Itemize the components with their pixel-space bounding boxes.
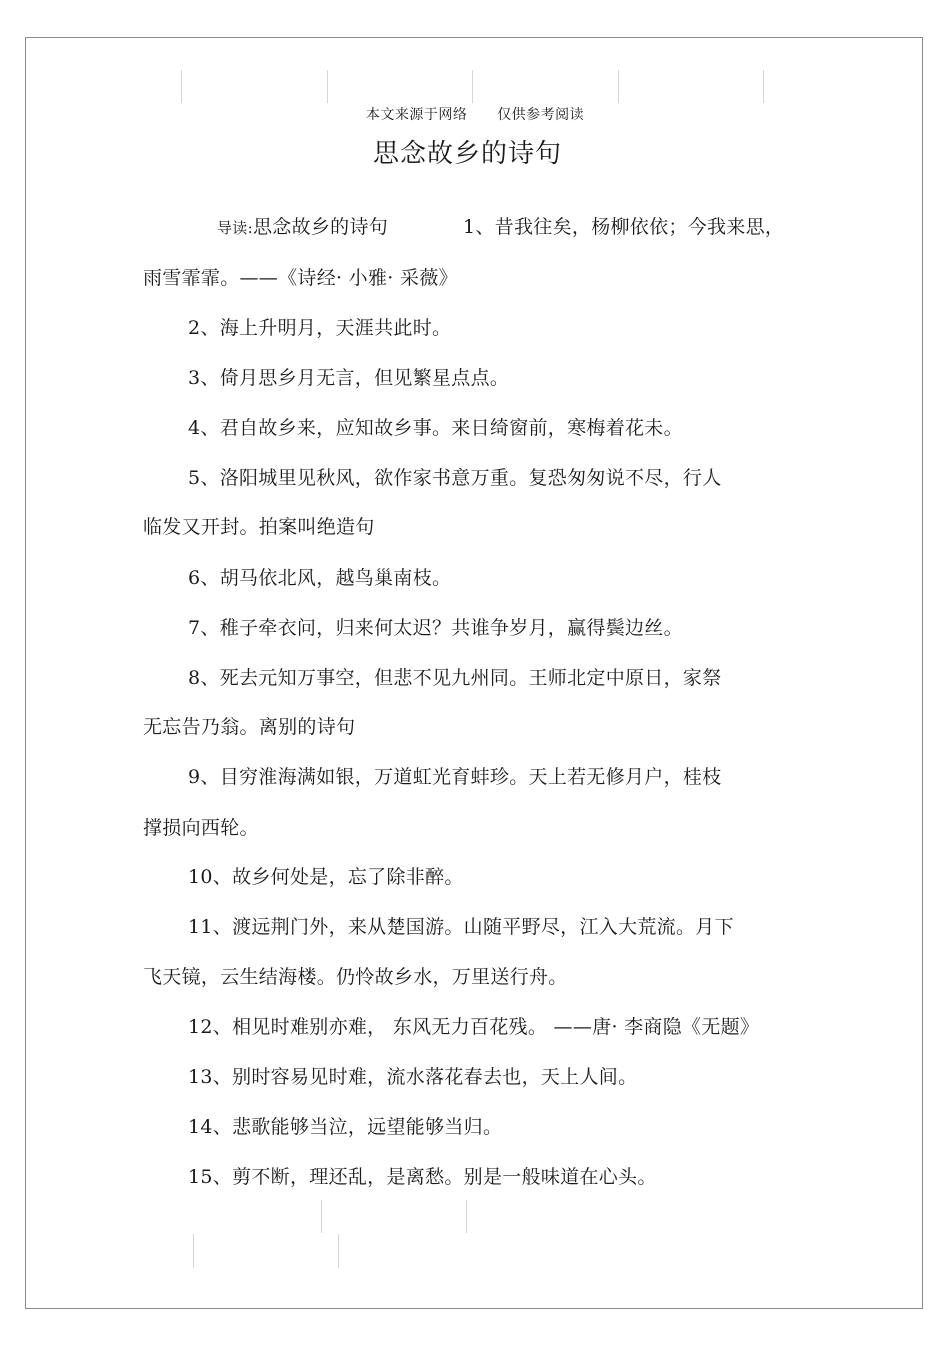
- guide-line: [763, 70, 764, 103]
- page-title: 思念故乡的诗句: [372, 139, 562, 169]
- lead-text: 思念故乡的诗句: [252, 216, 389, 238]
- poem-line: 1、昔我往矣，杨柳依依；今我来思，: [463, 216, 785, 238]
- poem-line: 无忘告乃翁。离别的诗句: [143, 716, 356, 738]
- poem-line: 3、倚月思乡月无言，但见繁星点点。: [188, 367, 510, 389]
- poem-line: 10、故乡何处是，忘了除非醉。: [188, 866, 464, 888]
- poem-line: 5、洛阳城里见秋风，欲作家书意万重。复恐匆匆说不尽，行人: [188, 467, 722, 489]
- poem-line: 9、目穷淮海满如银，万道虹光育蚌珍。天上若无修月户，桂枝: [188, 766, 722, 788]
- poem-line: 撑损向西轮。: [143, 817, 259, 839]
- poem-line: 8、死去元知万事空，但悲不见九州同。王师北定中原日，家祭: [188, 667, 722, 689]
- guide-line: [327, 70, 328, 103]
- guide-line: [181, 70, 182, 103]
- source-note: 本文来源于网络 仅供参考阅读: [365, 107, 585, 123]
- poem-line: 4、君自故乡来，应知故乡事。来日绮窗前，寒梅着花未。: [188, 417, 683, 439]
- poem-line: 12、相见时难别亦难， 东风无力百花残。 ——唐· 李商隐《无题》: [188, 1016, 760, 1038]
- poem-line: 临发又开封。拍案叫绝造句: [143, 516, 375, 538]
- guide-line: [321, 1200, 322, 1233]
- guide-line: [338, 1234, 339, 1268]
- poem-line: 雨雪霏霏。——《诗经· 小雅· 采薇》: [143, 267, 458, 289]
- guide-line: [193, 1234, 194, 1268]
- poem-line: 6、胡马依北风，越鸟巢南枝。: [188, 567, 452, 589]
- poem-line: 11、渡远荆门外，来从楚国游。山随平野尽，江入大荒流。月下: [188, 916, 734, 938]
- poem-line: 飞天镜，云生结海楼。仍怜故乡水，万里送行舟。: [143, 966, 568, 988]
- poem-line: 13、别时容易见时难，流水落花春去也，天上人间。: [188, 1066, 638, 1088]
- poem-line: 14、悲歌能够当泣，远望能够当归。: [188, 1116, 503, 1138]
- guide-line: [466, 1200, 467, 1233]
- poem-line: 15、剪不断，理还乱，是离愁。别是一般味道在心头。: [188, 1166, 657, 1188]
- poem-line: 2、海上升明月，天涯共此时。: [188, 317, 452, 339]
- lead-label: 导读:: [217, 219, 253, 237]
- guide-line: [618, 70, 619, 103]
- poem-line: 7、稚子牵衣问，归来何太迟？共谁争岁月，赢得鬓边丝。: [188, 617, 683, 639]
- guide-line: [472, 70, 473, 103]
- lead-paragraph: [217, 212, 388, 239]
